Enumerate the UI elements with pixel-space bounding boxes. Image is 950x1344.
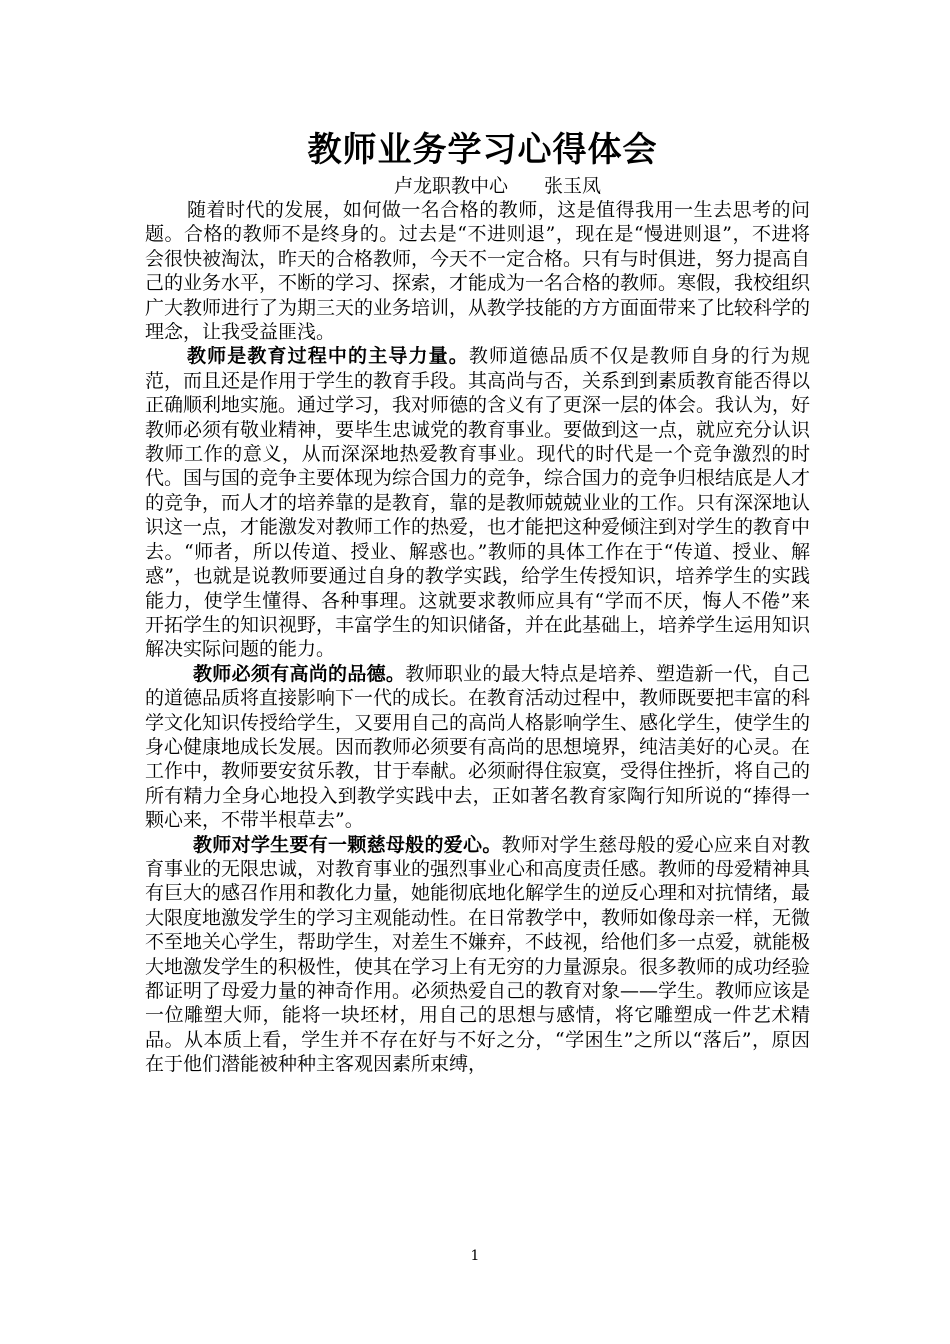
paragraph-heading: 教师对学生要有一颗慈母般的爱心。 bbox=[193, 833, 502, 856]
paragraph-heading: 教师必须有高尚的品德。 bbox=[193, 662, 406, 685]
author-organization: 卢龙职教中心 bbox=[393, 175, 508, 197]
document-title: 教师业务学习心得体会 bbox=[307, 130, 658, 170]
paragraph-text: 随着时代的发展，如何做一名合格的教师，这是值得我用一生去思考的问题。合格的教师不是终身的。过去是“不进则退”，现在是“慢进则退”，不进将会很快被淘汰，昨天的合格教师，今天不一定合格。只有与时俱进，努力提高自己的业务水平，不断的学习、探索，才能成为一名合格的教师。寒假，我校组织广大教师进行了为期三天的业务培训，从教学技能的方方面面带来了比较科学的理念，让我受益匪浅。 bbox=[145, 199, 811, 344]
author-name: 张玉凤 bbox=[544, 175, 602, 197]
paragraph-heading: 教师是教育过程中的主导力量。 bbox=[187, 345, 469, 368]
paragraph-leading-force bbox=[145, 344, 810, 661]
paragraph-text: 教师对学生慈母般的爱心应来自对教育事业的无限忠诚，对教育事业的强烈事业心和高度责任感。教师的母爱精神具有巨大的感召作用和教化力量，她能彻底地化解学生的逆反心理和对抗情绪，最大限度地激发学生的学习主观能动性。在日常教学中，教师如像母亲一样，无微不至地关心学生，帮助学生，对差生不嫌弃，不歧视，给他们多一点爱，就能极大地激发学生的积极性，使其在学习上有无穷的力量源泉。很多教师的成功经验都证明了母爱力量的神奇作用。必须热爱自己的教育对象——学生。教师应该是一位雕塑大师，能将一块坯材，用自己的思想与感情，将它雕塑成一件艺术精品。从本质上看，学生并不存在好与不好之分，“学困生”之所以“落后”，原因在于他们潜能被种种主客观因素所束缚， bbox=[145, 833, 811, 1076]
paragraph-noble-character bbox=[145, 662, 810, 833]
paragraph-text: 教师道德品质不仅是教师自身的行为规范，而且还是作用于学生的教育手段。其高尚与否，关系到到素质教育能否得以正确顺利地实施。通过学习，我对师德的含义有了更深一层的体会。我认为，好教师必须有敬业精神，要毕生忠诚党的教育事业。要做到这一点，就应充分认识教师工作的意义，从而深深地热爱教育事业。现代的时代是一个竞争激烈的时代。国与国的竞争主要体现为综合国力的竞争，综合国力的竞争归根结底是人才的竞争，而人才的培养靠的是教育，靠的是教师兢兢业业的工作。只有深深地认识这一点，才能激发对教师工作的热爱，也才能把这种爱倾注到对学生的教育中去。“师者，所以传道、授业、解惑也。”教师的具体工作在于“传道、授业、解惑”，也就是说教师要通过自身的教学实践，给学生传授知识，培养学生的实践能力，使学生懂得、各种事理。这就要求教师应具有“学而不厌，悔人不倦”来开拓学生的知识视野，丰富学生的知识储备，并在此基础上，培养学生运用知识解决实际问题的能力。 bbox=[145, 345, 811, 661]
paragraph-intro bbox=[145, 198, 810, 344]
paragraph-motherly-love bbox=[145, 833, 810, 1077]
page-number: 1 bbox=[470, 1248, 480, 1264]
author-byline bbox=[145, 174, 810, 198]
document-page bbox=[145, 126, 810, 1077]
paragraph-text: 教师职业的最大特点是培养、塑造新一代，自己的道德品质将直接影响下一代的成长。在教育活动过程中，教师既要把丰富的科学文化知识传授给学生，又要用自己的高尚人格影响学生、感化学生，使学生的身心健康地成长发展。因而教师必须要有高尚的思想境界，纯洁美好的心灵。在工作中，教师要安贫乐教，甘于奉献。必须耐得住寂寞，受得住挫折，将自己的所有精力全身心地投入到教学实践中去，正如著名教育家陶行知所说的“捧得一颗心来，不带半根草去”。 bbox=[145, 662, 811, 832]
